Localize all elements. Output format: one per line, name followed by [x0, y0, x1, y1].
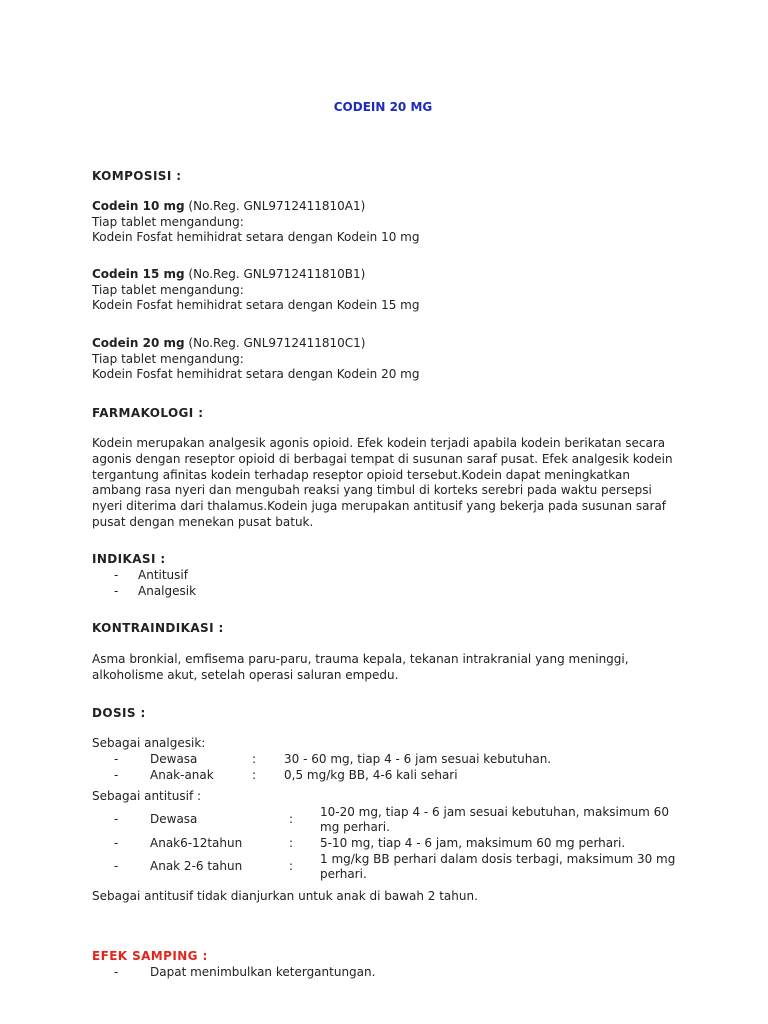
document-title: CODEIN 20 MG [333, 100, 433, 114]
dosis-analgesik-label: Sebagai analgesik: [92, 736, 206, 750]
bullet-dash: - [114, 836, 119, 850]
bullet-dash: - [114, 768, 119, 782]
efek-samping-item: Dapat menimbulkan ketergantungan. [150, 965, 376, 979]
dosis-row [92, 852, 692, 882]
dosis-row [92, 805, 692, 835]
dosis-amount: 1 mg/kg BB perhari dalam dosis terbagi, maksimum 30 mg perhari. [320, 852, 676, 881]
komposisi-item-15mg [92, 267, 419, 314]
composition-line: Kodein Fosfat hemihidrat setara dengan Kodein 15 mg [92, 298, 420, 312]
composition-line: Tiap tablet mengandung: [92, 282, 244, 297]
komposisi-item-20mg [92, 336, 419, 383]
dosis-group: Anak6-12tahun [150, 836, 243, 850]
indikasi-item: Analgesik [138, 584, 197, 598]
dosis-colon: : [289, 836, 294, 850]
dosis-antitusif-label: Sebagai antitusif : [92, 789, 202, 803]
dosis-row [92, 767, 692, 783]
bullet-dash: - [114, 752, 119, 766]
product-name: Codein 10 mg [92, 199, 185, 213]
dosis-row [92, 836, 692, 852]
dosis-group: Anak 2-6 tahun [150, 859, 243, 873]
indikasi-item: Antitusif [138, 568, 188, 582]
dosis-group: Dewasa [150, 812, 198, 826]
dosis-group: Anak-anak [150, 768, 214, 782]
dosis-colon: : [252, 768, 257, 782]
dosis-amount: 10-20 mg, tiap 4 - 6 jam sesuai kebutuhan, maksimum 60 mg perhari. [320, 805, 669, 834]
composition-line: Tiap tablet mengandung: [92, 351, 244, 366]
bullet-dash: - [114, 812, 119, 826]
dosis-note: Sebagai antitusif tidak dianjurkan untuk anak di bawah 2 tahun. [92, 889, 478, 903]
komposisi-heading: KOMPOSISI : [92, 169, 182, 183]
bullet-dash: - [114, 859, 119, 873]
dosis-heading: DOSIS : [92, 706, 146, 720]
dosis-group: Dewasa [150, 752, 198, 766]
dosis-colon: : [289, 812, 294, 826]
bullet-dash: - [114, 584, 119, 598]
dosis-row [92, 751, 692, 767]
reg-number: (No.Reg. GNL9712411810C1) [188, 336, 366, 350]
dosis-amount: 30 - 60 mg, tiap 4 - 6 jam sesuai kebutuhan. [284, 752, 552, 766]
dosis-amount: 5-10 mg, tiap 4 - 6 jam, maksimum 60 mg perhari. [320, 836, 626, 850]
bullet-dash: - [114, 965, 119, 979]
composition-line: Kodein Fosfat hemihidrat setara dengan Kodein 10 mg [92, 230, 420, 244]
product-name: Codein 20 mg [92, 336, 185, 350]
efek-samping-heading: EFEK SAMPING : [92, 949, 208, 963]
farmakologi-text: Kodein merupakan analgesik agonis opioid. Efek kodein terjadi apabila kodein berikatan secara agonis dengan reseptor opioid di berbagai tempat di susunan saraf pusat. Efek analgesik kodein tergantung afinitas kodein terhadap reseptor opioid tersebut.Kodein dapat meningkatkan ambang rasa nyeri dan mengubah reaksi yang timbul di korteks serebri pada waktu persepsi nyeri diterima dari thalamus.Kodein juga merupakan antitusif yang bekerja pada susunan saraf pusat dengan menekan pusat batuk. [92, 436, 673, 529]
dosis-amount: 0,5 mg/kg BB, 4-6 kali sehari [284, 768, 458, 782]
product-name: Codein 15 mg [92, 267, 185, 281]
dosis-colon: : [252, 752, 257, 766]
composition-line: Tiap tablet mengandung: [92, 214, 244, 229]
reg-number: (No.Reg. GNL9712411810A1) [188, 199, 366, 213]
bullet-dash: - [114, 568, 119, 582]
farmakologi-heading: FARMAKOLOGI : [92, 406, 204, 420]
reg-number: (No.Reg. GNL9712411810B1) [188, 267, 366, 281]
kontraindikasi-text: Asma bronkial, emfisema paru-paru, trauma kepala, tekanan intrakranial yang meninggi, alkoholisme akut, setelah operasi saluran empedu. [92, 652, 629, 682]
komposisi-item-10mg [92, 199, 419, 246]
composition-line: Kodein Fosfat hemihidrat setara dengan Kodein 20 mg [92, 367, 420, 381]
kontraindikasi-heading: KONTRAINDIKASI : [92, 621, 224, 635]
dosis-colon: : [289, 859, 294, 873]
indikasi-heading: INDIKASI : [92, 552, 166, 566]
